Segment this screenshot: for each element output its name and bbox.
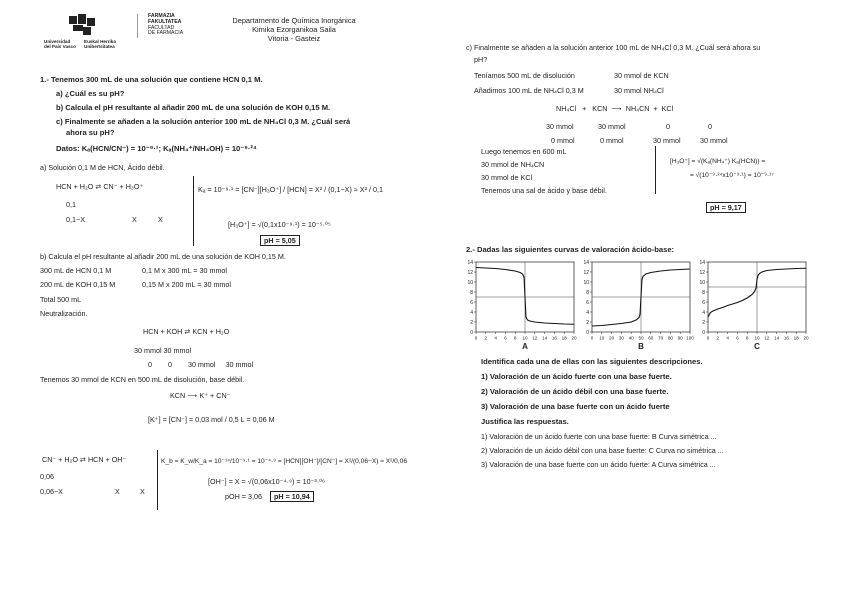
- chart-1-ytick-6: 12: [583, 269, 589, 276]
- chart-1-ytick-7: 14: [583, 259, 589, 266]
- part-c-note3: 30 mmol de KCl: [481, 173, 533, 182]
- faculty-name: [148, 14, 183, 37]
- chart-0-xtick-4: 8: [513, 335, 517, 341]
- chart-1-xtick-8: 80: [667, 335, 673, 341]
- chart-0-ytick-2: 4: [470, 309, 473, 316]
- chart-0-xtick-9: 18: [561, 335, 567, 341]
- chart-1-xtick-9: 90: [677, 335, 683, 341]
- part-a-x1: X: [132, 215, 137, 224]
- university-logo-icon: [67, 14, 97, 36]
- chart-1-title: B: [638, 342, 644, 351]
- part-c-row1-c: 0: [666, 122, 670, 131]
- problem2-desc-1: 1) Valoración de un ácido fuerte con una base fuerte.: [481, 372, 672, 381]
- logo-text-1: Universidad: [44, 39, 71, 44]
- dept-line-3: Vitoria - Gasteiz: [267, 34, 321, 43]
- part-a-ph-result: pH = 5,05: [260, 235, 300, 246]
- chart-1-ytick-5: 10: [583, 279, 589, 286]
- chart-0-ytick-5: 10: [467, 279, 473, 286]
- part-c-equation: NH₄Cl + KCN ⟶ NH₄CN + KCl: [556, 104, 674, 113]
- part-c-had-kcn: 30 mmol de KCN: [614, 71, 669, 80]
- chart-1-xtick-10: 100: [686, 335, 694, 341]
- dept-line-1: Departamento de Química Inorgánica: [232, 16, 356, 25]
- chart-2-ytick-2: 4: [702, 309, 705, 316]
- chart-0-ytick-7: 14: [467, 259, 473, 266]
- part-b-have-kcn: Tenemos 30 mmol de KCN en 500 mL de disolución, base débil.: [40, 375, 245, 384]
- part-c-question-line1: c) Finalmente se añaden a la solución anterior 100 mL de NH₄Cl 0,3 M. ¿Cuál será ahora su: [466, 43, 761, 52]
- chart-2-ytick-5: 10: [699, 279, 705, 286]
- part-b-koh-mmol: 0,15 M x 200 mL = 30 mmol: [142, 280, 232, 289]
- faculty-line-1: FARMAZIA: [148, 13, 175, 19]
- part-c-formula-2: = √(10⁻⁹·²⁴x10⁻⁹·¹) = 10⁻⁹·¹⁷: [690, 172, 774, 179]
- titration-charts: [466, 258, 836, 354]
- chart-1-xtick-2: 20: [609, 335, 615, 341]
- part-b-hcn-mmol: 0,1 M x 300 mL = 30 mmol: [142, 266, 228, 275]
- chart-2-xtick-5: 10: [754, 335, 760, 341]
- chart-0-xtick-5: 10: [522, 335, 528, 341]
- chart-2-ytick-6: 12: [699, 269, 705, 276]
- chart-2-xtick-3: 6: [736, 335, 739, 341]
- part-b-ph-result: pH = 10,94: [270, 491, 314, 502]
- problem2-answer-1: 1) Valoración de un ácido fuerte con una base fuerte: B Curva simétrica ...: [481, 432, 717, 441]
- part-b-hydrolysis-x2: X: [140, 487, 145, 496]
- chart-2-xtick-6: 12: [764, 335, 770, 341]
- part-c-added-line: Añadimos 100 mL de NH₄Cl 0,3 M: [474, 86, 584, 95]
- chart-1-xtick-6: 60: [648, 335, 654, 341]
- chart-2-xtick-8: 16: [783, 335, 789, 341]
- part-b-intro: b) Calcula el pH resultante al añadir 200 mL de una solución de KOH 0,15 M.: [40, 252, 286, 261]
- chart-1-xtick-5: 50: [638, 335, 644, 341]
- chart-1-xtick-7: 70: [658, 335, 664, 341]
- part-a-initial: 0,1: [66, 200, 76, 209]
- part-b-koh: 200 mL de KOH 0,15 M: [40, 280, 116, 289]
- part-c-note1: Luego tenemos en 600 mL: [481, 147, 567, 156]
- logo-text-4: Unibertsitatea: [84, 44, 115, 49]
- part-a-equilibrium: 0,1−X: [66, 215, 85, 224]
- part-c-formula-1: [H₃O⁺] = √(Kₐ(NH₄⁺) Kₐ(HCN)) =: [670, 158, 766, 165]
- chart-0-xtick-6: 12: [532, 335, 538, 341]
- logo-text-2: del País Vasco: [44, 44, 76, 49]
- faculty-line-3: FACULTAD: [148, 24, 175, 31]
- part-c-ph-result: pH = 9,17: [706, 202, 746, 213]
- chart-2-ytick-7: 14: [699, 259, 705, 266]
- faculty-line-2: FAKULTATEA: [148, 18, 182, 25]
- problem2-desc-3: 3) Valoración de una base fuerte con un ácido fuerte: [481, 402, 670, 411]
- problem1-question-a: a) ¿Cuál es su pH?: [56, 89, 125, 98]
- part-a-ka-expression: Kₐ = 10⁻⁹·¹ = [CN⁻][H₃O⁺] / [HCN] = X² / (0,1−X) ≈ X² / 0,1: [198, 185, 383, 194]
- part-a-intro: a) Solución 0,1 M de HCN, Ácido débil.: [40, 163, 165, 172]
- chart-1-ytick-3: 6: [586, 299, 589, 306]
- chart-0-xtick-10: 20: [571, 335, 577, 341]
- chart-2-ytick-3: 6: [702, 299, 705, 306]
- problem1-title: 1.- Tenemos 300 mL de una solución que contiene HCN 0,1 M.: [40, 75, 263, 84]
- part-c-row2-a: 0 mmol: [551, 136, 575, 145]
- chart-2-ytick-4: 8: [702, 289, 705, 296]
- part-b-hydrolysis-x1: X: [115, 487, 120, 496]
- problem2-justify: Justifica las respuestas.: [481, 417, 569, 426]
- part-b-hydrolysis-equilibrium: 0,06−X: [40, 487, 63, 496]
- faculty-line-4: DE FARMACIA: [148, 30, 184, 37]
- part-b-neutralization: Neutralización.: [40, 309, 88, 318]
- chart-0-xtick-8: 16: [551, 335, 557, 341]
- problem2-answer-3: 3) Valoración de una base fuerte con un ácido fuerte: A Curva simétrica ...: [481, 460, 716, 469]
- part-b-kb-expression: K_b = K_w/K_a = 10⁻¹⁴/10⁻⁹·¹ = 10⁻⁴·⁹ = [HCN][OH⁻]/[CN⁻] = X²/(0,06−X) ≈ X²/0,06: [161, 458, 407, 465]
- chart-0-ytick-6: 12: [467, 269, 473, 276]
- chart-2-title: C: [754, 342, 760, 351]
- part-a-h3o: [H₃O⁺] = √(0,1x10⁻⁹·¹) = 10⁻⁵·⁰⁵: [228, 220, 331, 229]
- part-b-row-initial: 30 mmol 30 mmol: [134, 346, 192, 355]
- chart-2-ytick-0: 0: [702, 329, 705, 336]
- problem2-title: 2.- Dadas las siguientes curvas de valoración ácido-base:: [466, 245, 675, 254]
- part-a-x2: X: [158, 215, 163, 224]
- problem2-answer-2: 2) Valoración de un ácido débil con una base fuerte: C Curva no simétrica ...: [481, 446, 724, 455]
- chart-1-xtick-1: 10: [599, 335, 605, 341]
- chart-1-ytick-1: 2: [586, 319, 589, 326]
- part-c-row1-a: 30 mmol: [546, 122, 574, 131]
- part-b-dissociation: KCN ⟶ K⁺ + CN⁻: [170, 391, 231, 400]
- chart-1-ytick-2: 4: [586, 309, 589, 316]
- chart-0-xtick-0: 0: [474, 335, 478, 341]
- chart-2-ytick-1: 2: [702, 319, 705, 326]
- part-c-added-nh4cl: 30 mmol NH₄Cl: [614, 86, 664, 95]
- part-c-row1-d: 0: [708, 122, 712, 131]
- problem1-question-c-line2: ahora su pH?: [66, 128, 115, 137]
- part-c-row2-b: 0 mmol: [600, 136, 624, 145]
- chart-0-title: A: [522, 342, 528, 351]
- part-c-had-line: Teníamos 500 mL de disolución: [474, 71, 575, 80]
- chart-0-xtick-1: 2: [484, 335, 488, 341]
- problem2-identify: Identifica cada una de ellas con las siguientes descripciones.: [481, 357, 703, 366]
- university-logo: [44, 14, 128, 52]
- chart-0-ytick-3: 6: [470, 299, 473, 306]
- part-b-hydrolysis-equation: CN⁻ + H₂O ⇄ HCN + OH⁻: [42, 455, 127, 464]
- chart-0-xtick-2: 4: [494, 335, 497, 341]
- chart-2-xtick-7: 14: [774, 335, 780, 341]
- problem1-question-c-line1: c) Finalmente se añaden a la solución anterior 100 mL de NH₄Cl 0,3 M. ¿Cuál será: [56, 117, 351, 126]
- chart-1-xtick-3: 30: [618, 335, 624, 341]
- part-a-equation: HCN + H₂O ⇄ CN⁻ + H₃O⁺: [56, 182, 144, 191]
- part-b-equation: HCN + KOH ⇄ KCN + H₂O: [143, 327, 230, 336]
- chart-2-xtick-0: 0: [706, 335, 710, 341]
- part-c-note4: Tenemos una sal de ácido y base débil.: [481, 186, 607, 195]
- chart-0-ytick-0: 0: [470, 329, 473, 336]
- part-b-hcn: 300 mL de HCN 0,1 M: [40, 266, 112, 275]
- part-b-poh: pOH = 3,06: [225, 492, 262, 501]
- chart-1-ytick-4: 8: [586, 289, 589, 296]
- part-b-hydrolysis-initial: 0,06: [40, 472, 54, 481]
- problem1-data: Datos: Kₐ(HCN/CN⁻) = 10⁻⁹·¹; Kₐ(NH₄⁺/NH₄OH) = 10⁻⁹·²⁴: [56, 144, 257, 153]
- department-header: [215, 16, 373, 43]
- problem1-question-b: b) Calcula el pH resultante al añadir 200 mL de una solución de KOH 0,15 M.: [56, 103, 331, 112]
- part-c-note2: 30 mmol de NH₄CN: [481, 160, 545, 169]
- part-c-row2-d: 30 mmol: [700, 136, 728, 145]
- chart-2-xtick-4: 8: [745, 335, 749, 341]
- part-c-row2-c: 30 mmol: [653, 136, 681, 145]
- chart-2-xtick-1: 2: [716, 335, 720, 341]
- chart-2-xtick-9: 18: [793, 335, 799, 341]
- part-c-row1-b: 30 mmol: [598, 122, 626, 131]
- chart-1-ytick-0: 0: [586, 329, 589, 336]
- part-b-row-final: 0 0 30 mmol 30 mmol: [148, 360, 254, 369]
- part-b-concentration: [K⁺] = [CN⁻] = 0,03 mol / 0,5 L = 0,06 M: [148, 415, 275, 424]
- logo-text-3: Euskal Herriko: [84, 39, 117, 44]
- part-c-question-line2: pH?: [474, 55, 488, 64]
- chart-2-xtick-2: 4: [726, 335, 729, 341]
- chart-2-xtick-10: 20: [803, 335, 809, 341]
- dept-line-2: Kimika Ezorganikoa Saila: [252, 25, 336, 34]
- chart-1-xtick-4: 40: [628, 335, 634, 341]
- chart-0-xtick-7: 14: [542, 335, 548, 341]
- chart-0-ytick-4: 8: [470, 289, 473, 296]
- chart-0-ytick-1: 2: [470, 319, 473, 326]
- part-b-total: Total 500 mL: [40, 295, 82, 304]
- chart-1-xtick-0: 0: [590, 335, 594, 341]
- problem2-desc-2: 2) Valoración de un ácido débil con una base fuerte.: [481, 387, 669, 396]
- chart-0-xtick-3: 6: [504, 335, 507, 341]
- part-b-oh: [OH⁻] = X = √(0,06x10⁻⁴·⁹) = 10⁻³·⁰⁶: [208, 477, 326, 486]
